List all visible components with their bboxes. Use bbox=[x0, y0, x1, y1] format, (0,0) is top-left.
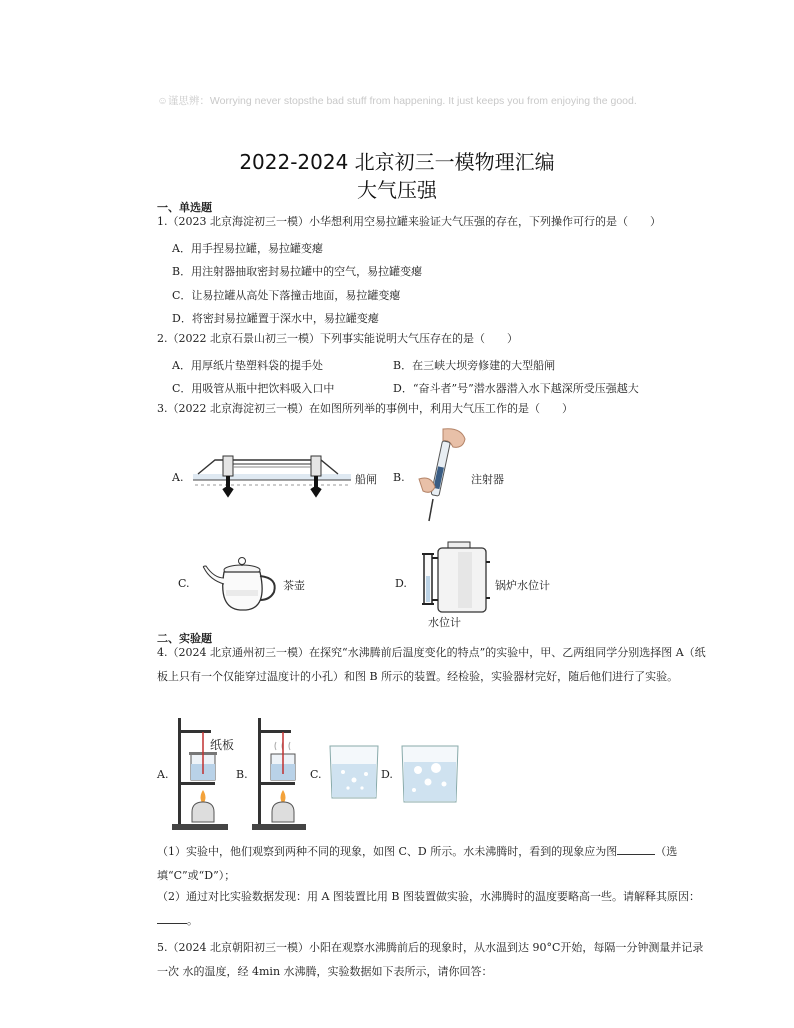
watermark: ☺谨思辨：Worrying never stopsthe bad stuff from happening. It just keeps you from enjoying the good. bbox=[157, 95, 637, 107]
q1-option-c: C．让易拉罐从高处下落撞击地面，易拉罐变瘪 bbox=[172, 289, 401, 302]
q4-sub1-blank[interactable] bbox=[617, 843, 655, 855]
q1-option-d: D．将密封易拉罐置于深水中，易拉罐变瘪 bbox=[172, 312, 379, 325]
q4-sub1-text-b: （选填“C”或“D”）； bbox=[157, 845, 678, 882]
q3-fig-d-letter: D. bbox=[395, 577, 407, 590]
boiling-apparatus-b bbox=[252, 716, 314, 832]
ship-lock-figure bbox=[193, 452, 351, 502]
q1-option-a: A．用手捏易拉罐，易拉罐变瘪 bbox=[172, 242, 323, 255]
q4-fig-d-letter: D. bbox=[381, 768, 393, 781]
q3-fig-c-caption: 茶壶 bbox=[283, 579, 305, 592]
q4-fig-b-letter: B. bbox=[236, 768, 248, 781]
boiling-apparatus-a bbox=[172, 716, 236, 832]
q3-fig-b-letter: B. bbox=[393, 471, 405, 484]
boiler-gauge-figure bbox=[416, 540, 496, 616]
beaker-d bbox=[400, 744, 460, 804]
q4-sub2-text-b: 。 bbox=[187, 914, 198, 927]
document-title: 2022-2024 北京初三一模物理汇编 bbox=[239, 150, 555, 174]
beaker-c bbox=[328, 744, 380, 800]
q4-subquestion-1 bbox=[157, 840, 713, 888]
question-3-stem: 3.（2022 北京海淀初三一模）在如图所列举的事例中，利用大气压工作的是（ ） bbox=[157, 402, 573, 415]
q4-fig-c-letter: C. bbox=[310, 768, 322, 781]
document-subtitle: 大气压强 bbox=[357, 178, 437, 202]
q2-option-c: C．用吸管从瓶中把饮料吸入口中 bbox=[172, 382, 335, 395]
q3-fig-c-letter: C. bbox=[178, 577, 190, 590]
q3-fig-a-letter: A. bbox=[172, 471, 184, 484]
q4-cardboard-label: 纸板 bbox=[210, 738, 235, 752]
q4-sub2-blank[interactable] bbox=[157, 912, 187, 924]
q1-option-b: B．用注射器抽取密封易拉罐中的空气，易拉罐变瘪 bbox=[172, 265, 423, 278]
q4-sub2-text-a: （2）通过对比实验数据发现：用 A 图装置比用 B 图装置做实验，水沸腾时的温度要略高一些。请解释其原因： bbox=[157, 890, 701, 903]
question-4-stem: 4.（2024 北京通州初三一模）在探究“水沸腾前后温度变化的特点”的实验中，甲、乙两组同学分别选择图 A（纸板上只有一个仅能穿过温度计的小孔）和图 B 所示的装置。经检验，实验器材完好，随后他们进行了实验。 bbox=[157, 646, 706, 683]
section-heading-experiment: 二、实验题 bbox=[157, 632, 212, 645]
section-heading-single-choice: 一、单选题 bbox=[157, 201, 212, 214]
q3-fig-b-caption: 注射器 bbox=[471, 473, 504, 486]
q4-subquestion-2 bbox=[157, 885, 713, 933]
q2-option-a: A．用厚纸片垫塑料袋的提手处 bbox=[172, 359, 323, 372]
syringe-figure bbox=[413, 427, 468, 527]
q3-fig-d-caption: 锅炉水位计 bbox=[495, 579, 550, 592]
question-2-stem: 2.（2022 北京石景山初三一模）下列事实能说明大气压存在的是（ ） bbox=[157, 332, 518, 345]
q3-fig-d-sublabel: 水位计 bbox=[428, 616, 461, 629]
teapot-figure bbox=[200, 548, 284, 614]
question-1-stem: 1.（2023 北京海淀初三一模）小华想利用空易拉罐来验证大气压强的存在，下列操作可行的是（ ） bbox=[157, 215, 661, 228]
q4-fig-a-letter: A. bbox=[157, 768, 169, 781]
q3-fig-a-caption: 船闸 bbox=[355, 473, 377, 486]
q2-option-b: B．在三峡大坝旁修建的大型船闸 bbox=[393, 359, 556, 372]
question-5-stem: 5.（2024 北京朝阳初三一模）小阳在观察水沸腾前后的现象时，从水温到达 90°C开始，每隔一分钟测量并记录一次 水的温度，经 4min 水沸腾，实验数据如下表所示，请你回答： bbox=[157, 941, 704, 978]
q4-sub1-text-a: （1）实验中，他们观察到两种不同的现象，如图 C、D 所示。水未沸腾时，看到的现象应为图 bbox=[157, 845, 618, 858]
q2-option-d: D．“奋斗者”号”潜水器潜入水下越深所受压强越大 bbox=[393, 382, 639, 395]
